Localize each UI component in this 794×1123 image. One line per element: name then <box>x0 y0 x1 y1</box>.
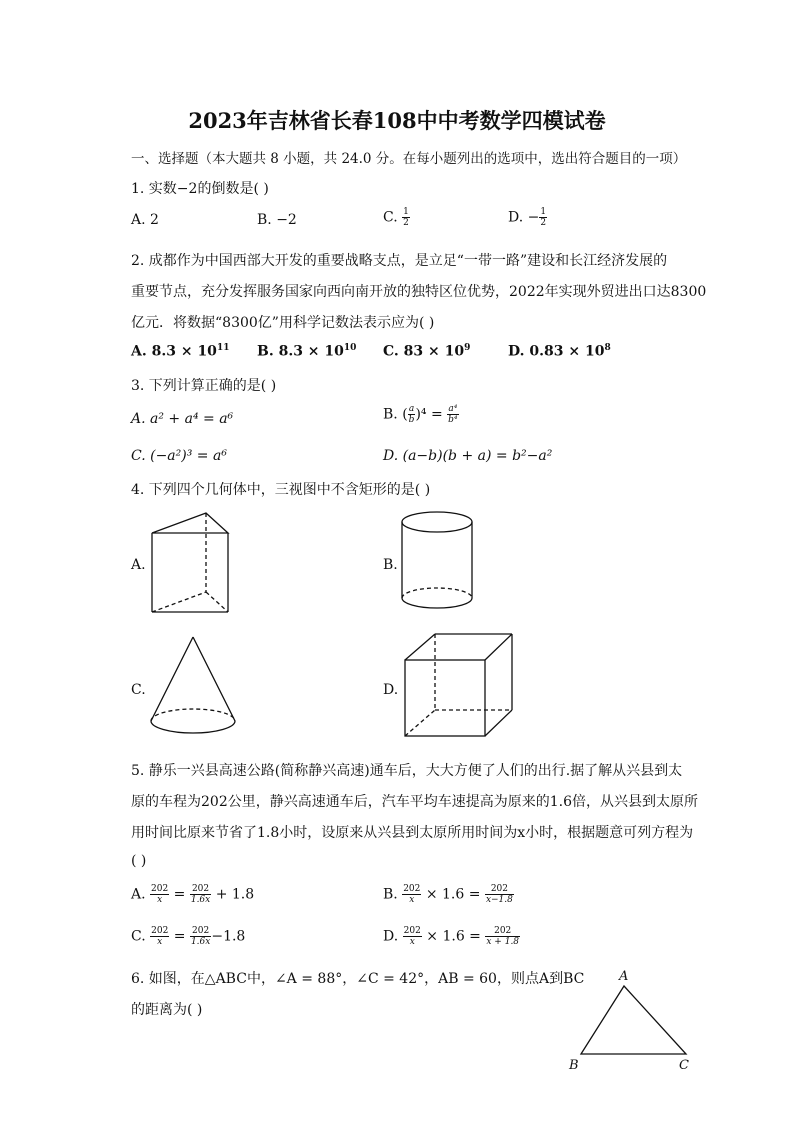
q5-option-d: D. $\frac{202}{x}$ × 1.6 = $\frac{202}{x + 1.8}$ <box>383 926 520 947</box>
q1-option-d: D. − $\frac{1}{2}$ <box>508 207 547 228</box>
q3-option-a: A. a² + a⁴ = a⁶ <box>131 411 234 427</box>
question-5-line-1: 5. 静乐一兴县高速公路(简称静兴高速)通车后，大大方便了人们的出行.据了解从兴县到太 <box>131 763 683 779</box>
q3-option-c: C. (−a²)³ = a⁶ <box>131 448 227 464</box>
page-title: 2023年吉林省长春108中中考数学四模试卷 <box>188 108 606 133</box>
label-b: B <box>569 1058 579 1073</box>
q3-option-b: B. ( $\frac{a}{b}$ )⁴ = $\frac{\text{a⁴}}{\text{b⁴}}$ <box>383 404 458 425</box>
q4-option-c: C. <box>131 682 146 698</box>
question-2-line-1: 2. 成都作为中国西部大开发的重要战略支点，是立足“一带一路”建设和长江经济发展的 <box>131 253 668 269</box>
label-c: C <box>679 1058 689 1073</box>
question-5-line-2: 原的车程为202公里，静兴高速通车后，汽车平均车速提高为原来的1.6倍，从兴县到太原所 <box>131 794 698 810</box>
q1-option-a: A. 2 <box>131 212 159 228</box>
q4-option-a: A. <box>131 557 146 573</box>
question-3: 3. 下列计算正确的是( ) <box>131 378 277 394</box>
question-5-line-4: ( ) <box>131 853 147 869</box>
question-4: 4. 下列四个几何体中，三视图中不含矩形的是( ) <box>131 482 431 498</box>
section-header: 一、选择题（本大题共 8 小题，共 24.0 分。在每小题列出的选项中，选出符合题目的一项） <box>131 151 687 167</box>
q2-option-d: D. $0.83 \times 10^8$ <box>508 343 611 360</box>
q5-option-a: A. $\frac{202}{x}$ = $\frac{202}{1.6x}$ + 1.8 <box>131 884 255 905</box>
cube-figure <box>400 630 520 742</box>
label-a: A <box>619 969 629 984</box>
q1-option-b: B. −2 <box>257 212 297 228</box>
q1-option-c: C. $\frac{1}{2}$ <box>383 207 409 228</box>
triangular-prism-figure <box>140 505 240 617</box>
q2-option-b: B. $8.3 \times 10^{10}$ <box>257 343 357 360</box>
cylinder-figure <box>395 505 485 617</box>
q4-option-d: D. <box>383 682 399 698</box>
triangle-abc-figure <box>565 965 700 1077</box>
cone-figure <box>145 632 245 744</box>
q2-option-a: A. $8.3 \times 10^{11}$ <box>131 343 230 360</box>
question-2-line-3: 亿元．将数据“8300亿”用科学记数法表示应为( ) <box>131 315 435 331</box>
question-6-line-2: 的距离为( ) <box>131 1002 203 1018</box>
q5-option-b: B. $\frac{202}{x}$ × 1.6 = $\frac{202}{x-1.8}$ <box>383 884 513 905</box>
q4-option-b: B. <box>383 557 398 573</box>
question-6-line-1: 6. 如图，在△ABC中，∠A = 88°，∠C = 42°，AB = 60，则点A到BC <box>131 971 585 987</box>
q3-option-d: D. (a−b)(b + a) = b²−a² <box>383 448 553 464</box>
question-2-line-2: 重要节点，充分发挥服务国家向西向南开放的独特区位优势，2022年实现外贸进出口达8300 <box>131 284 707 300</box>
question-5-line-3: 用时间比原来节省了1.8小时，设原来从兴县到太原所用时间为x小时，根据题意可列方程为 <box>131 825 694 841</box>
question-1: 1. 实数−2的倒数是( ) <box>131 181 269 197</box>
q5-option-c: C. $\frac{202}{x}$ = $\frac{202}{1.6x}$ −1.8 <box>131 926 246 947</box>
q2-option-c: C. $83 \times 10^9$ <box>383 343 471 360</box>
